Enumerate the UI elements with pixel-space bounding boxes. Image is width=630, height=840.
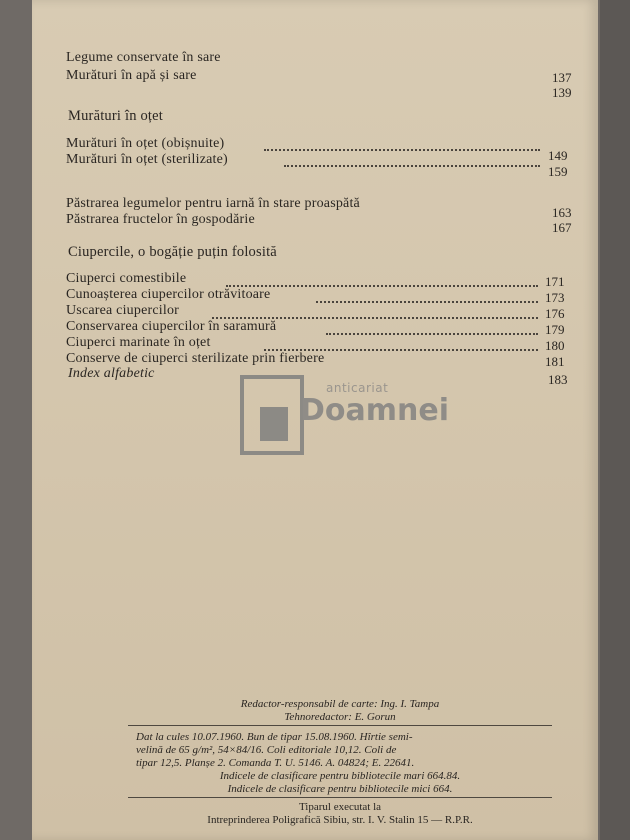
book-page	[32, 0, 598, 840]
toc-entry-index: Index alfabetic	[68, 366, 155, 381]
watermark-logo	[240, 375, 304, 455]
page-number: 171	[545, 274, 565, 289]
toc-entry: Conserve de ciuperci sterilizate prin fierbere	[66, 351, 325, 366]
leader-dots	[264, 147, 540, 151]
toc-entry: Legume conservate în sare	[66, 50, 221, 65]
tech-editor-credit: Tehnoredactor: E. Gorun	[284, 711, 396, 723]
toc-entry: Murături în apă și sare	[66, 68, 197, 83]
section-heading: Ciupercile, o bogăție puțin folosită	[68, 244, 277, 260]
print-details: velină de 65 g/m², 54×84/16. Coli editoriale 10,12. Coli de	[136, 744, 397, 756]
toc-entry: Păstrarea fructelor în gospodărie	[66, 212, 255, 227]
classification-index: Indicele de clasificare pentru bibliotecile mici 664.	[227, 783, 453, 795]
page-number: 176	[545, 306, 565, 321]
page-number: 167	[552, 220, 572, 235]
divider	[128, 725, 552, 726]
leader-dots	[226, 283, 538, 287]
page-number: 173	[545, 290, 565, 305]
page-number: 159	[548, 164, 568, 179]
watermark-title: Doamnei	[300, 393, 450, 428]
page-number: 179	[545, 322, 565, 337]
page-number: 149	[548, 148, 568, 163]
divider	[128, 797, 552, 798]
page-number: 180	[545, 338, 565, 353]
page-number: 183	[548, 372, 568, 387]
page-number: 139	[552, 85, 572, 100]
toc-entry: Ciuperci marinate în oțet	[66, 335, 211, 350]
watermark	[240, 375, 470, 463]
page-number: 137	[552, 70, 572, 85]
toc-entry: Murături în oțet (sterilizate)	[66, 152, 228, 167]
leader-dots	[326, 331, 538, 335]
printer-line: Tiparul executat la	[298, 801, 382, 813]
printer-address: Intreprinderea Poligrafică Sibiu, str. I. V. Stalin 15 — R.P.R.	[207, 814, 473, 826]
section-heading: Murături în oțet	[68, 108, 164, 124]
watermark-subtitle: anticariat	[326, 381, 389, 395]
editor-credit: Redactor-responsabil de carte: Ing. I. Tampa	[240, 698, 440, 710]
print-details: Dat la cules 10.07.1960. Bun de tipar 15.08.1960. Hîrtie semi-	[136, 731, 413, 743]
toc-entry: Uscarea ciupercilor	[66, 303, 180, 318]
classification-index: Indicele de clasificare pentru bibliotecile mari 664.84.	[219, 770, 461, 782]
leader-dots	[284, 163, 540, 167]
page-number: 181	[545, 354, 565, 369]
toc-entry: Cunoașterea ciupercilor otrăvitoare	[66, 287, 271, 302]
print-details: tipar 12,5. Planșe 2. Comanda T. U. 5146. A. 04824; E. 22641.	[136, 757, 415, 769]
toc-entry: Ciuperci comestibile	[66, 271, 187, 286]
leader-dots	[316, 299, 538, 303]
toc-entry: Conservarea ciupercilor în saramură	[66, 319, 277, 334]
background-edge	[600, 0, 630, 840]
toc-entry: Murături în oțet (obișnuite)	[66, 136, 225, 151]
toc-entry: Păstrarea legumelor pentru iarnă în stare proaspătă	[66, 196, 360, 211]
page-number: 163	[552, 205, 572, 220]
